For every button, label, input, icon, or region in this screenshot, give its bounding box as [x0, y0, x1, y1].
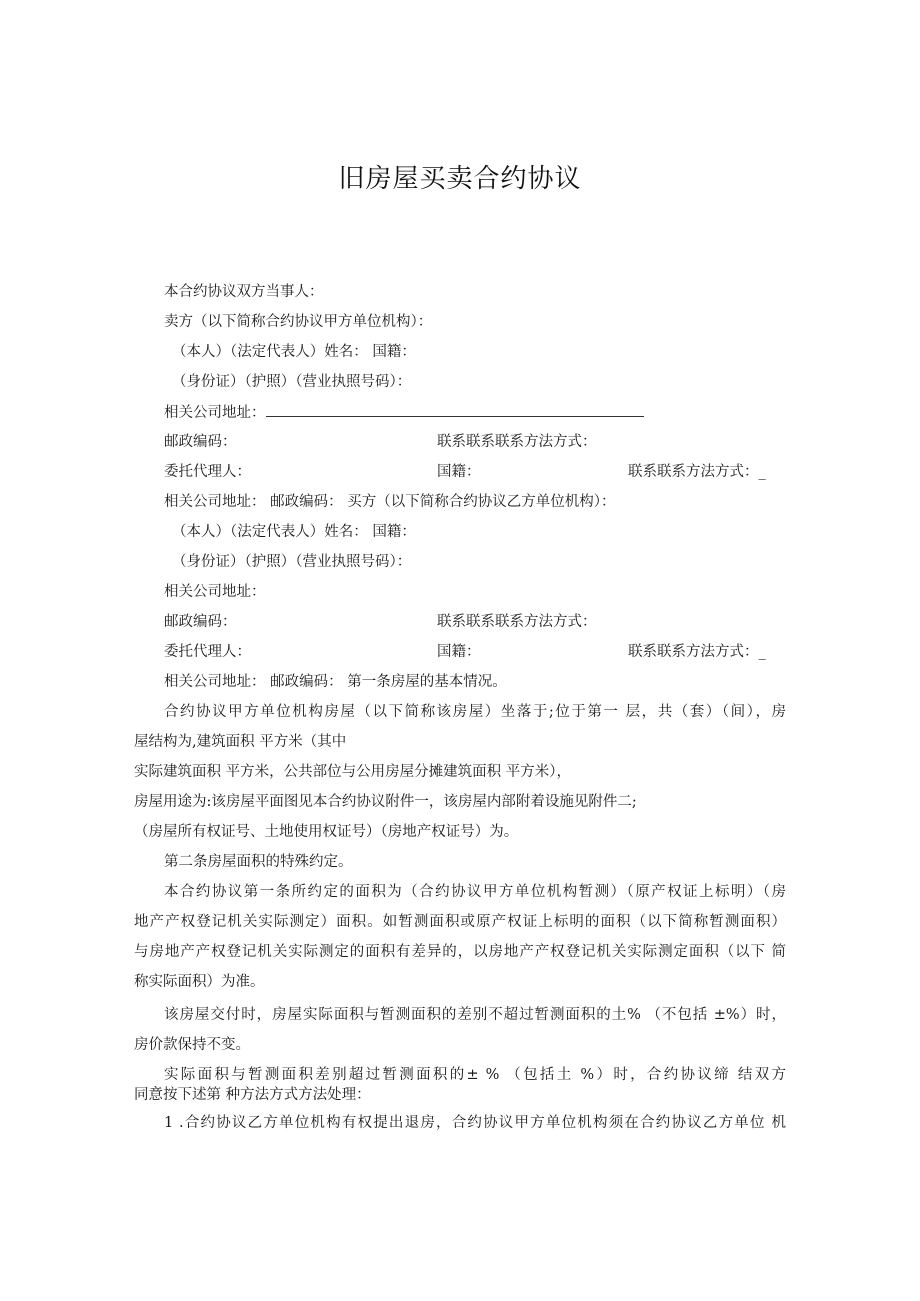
seller-name-nationality: （本人）（法定代表人）姓名： 国籍：	[172, 344, 416, 360]
buyer-name-nationality: （本人）（法定代表人）姓名： 国籍：	[172, 524, 416, 540]
seller-agent-contact: 联系联系方法方式：_	[628, 464, 766, 480]
buyer-agent-label: 委托代理人：	[164, 644, 251, 660]
article-2-text: 称实际面积）为准。	[134, 974, 265, 990]
seller-heading: 卖方（以下简称合约协议甲方单位机构）：	[164, 314, 433, 330]
article-1-text: （房屋所有权证号、土地使用权证号）（房地产权证号）为。	[134, 824, 519, 840]
seller-agent-nationality: 国籍：	[437, 464, 481, 480]
seller-contact-label: 联系联系联系方法方式：	[437, 434, 597, 450]
buyer-agent-contact: 联系联系方法方式：_	[628, 644, 766, 660]
article-1-text: 房屋用途为:该房屋平面图见本合约协议附件一，该房屋内部附着设施见附件二;	[134, 794, 637, 810]
seller-id: （身份证）（护照）（营业执照号码）：	[172, 374, 412, 390]
article-2-text: 与房地产产权登记机关实际测定的面积有差异的，以房地产产权登记机关实际测定面积（以下 简	[134, 944, 786, 960]
article-2-text: 本合约协议第一条所约定的面积为（合约协议甲方单位机构暂测）（原产权证上标明）（房	[164, 884, 786, 900]
buyer-id: （身份证）（护照）（营业执照号码）：	[172, 554, 412, 570]
buyer-contact-label: 联系联系联系方法方式：	[437, 614, 597, 630]
buyer-postcode-label: 邮政编码：	[164, 614, 237, 630]
seller-address-blank	[266, 402, 644, 417]
seller-address-label: 相关公司地址：	[164, 405, 266, 421]
seller-postcode-label: 邮政编码：	[164, 434, 237, 450]
article-1-heading-line: 相关公司地址： 邮政编码： 第一条房屋的基本情况。	[164, 674, 507, 690]
article-1-text: 合约协议甲方单位机构房屋（以下简称该房屋）坐落于;位于第一 层，共（套）（间），房	[164, 704, 786, 720]
article-1-text: 实际建筑面积 平方米，公共部位与公用房屋分摊建筑面积 平方米），	[134, 764, 571, 780]
buyer-address-label: 相关公司地址：	[164, 584, 266, 600]
article-2-text: 房价款保持不变。	[134, 1037, 250, 1053]
article-2-option-1: 1 .合约协议乙方单位机构有权提出退房，合约协议甲方单位机构须在合约协议乙方单位 机	[164, 1115, 786, 1131]
article-1-text: 屋结构为,建筑面积 平方米（其中	[134, 734, 347, 750]
seller-address	[164, 402, 644, 423]
parties-intro: 本合约协议双方当事人：	[164, 284, 324, 300]
buyer-agent-nationality: 国籍：	[437, 644, 481, 660]
article-2-text: 地产产权登记机关实际测定）面积。如暂测面积或原产权证上标明的面积（以下简称暂测面积）	[134, 914, 786, 930]
page-title: 旧房屋买卖合约协议	[338, 164, 582, 194]
article-2-text: 该房屋交付时，房屋实际面积与暂测面积的差别不超过暂测面积的土% （不包括 ±%）时，	[164, 1007, 786, 1023]
article-2-heading: 第二条房屋面积的特殊约定。	[164, 854, 353, 870]
article-2-text: 实际面积与暂测面积差别超过暂测面积的± % （包括土 %）时，合约协议缔 结双方	[164, 1067, 786, 1083]
seller-agent-label: 委托代理人：	[164, 464, 251, 480]
article-2-text: 同意按下述第 种方法方式方法处理：	[134, 1087, 371, 1103]
buyer-heading-line: 相关公司地址： 邮政编码： 买方（以下简称合约协议乙方单位机构）：	[164, 494, 616, 510]
